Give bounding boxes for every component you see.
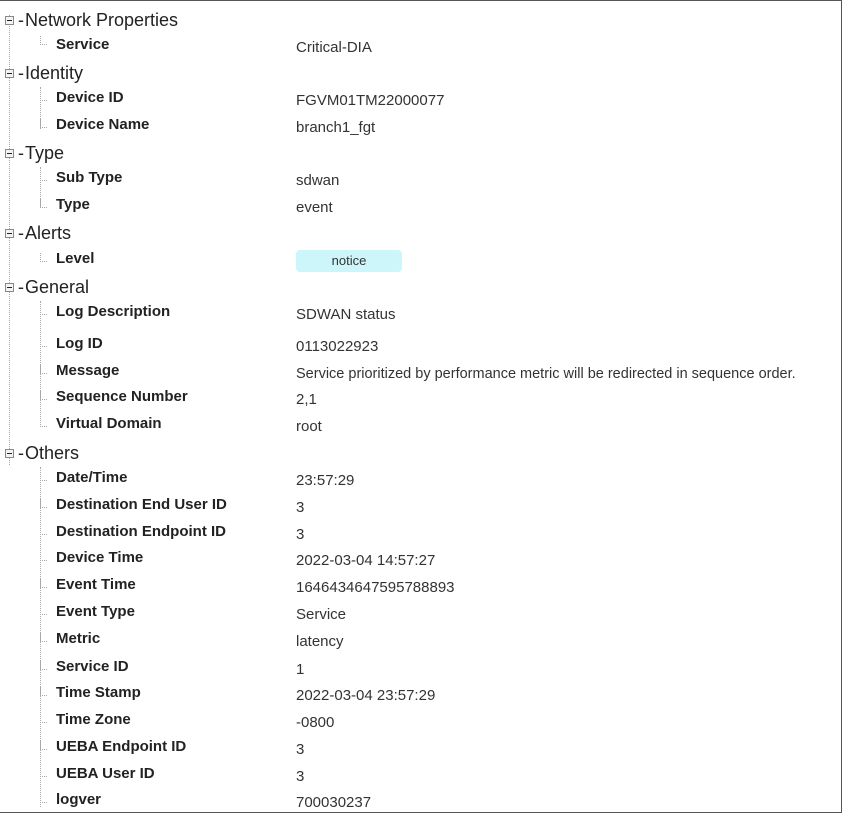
property-key: Event Type — [56, 603, 135, 620]
tree-branch — [40, 253, 47, 262]
property-value: 3 — [296, 526, 305, 543]
property-row — [0, 469, 842, 491]
property-row — [0, 576, 842, 598]
property-key: Log ID — [56, 335, 103, 352]
property-row — [0, 169, 842, 191]
property-key: Sub Type — [56, 169, 123, 186]
property-key: Sequence Number — [56, 388, 188, 405]
property-value: 700030237 — [296, 794, 372, 811]
property-key: Device Time — [56, 549, 144, 566]
property-key: Service ID — [56, 658, 129, 675]
property-row — [0, 362, 842, 384]
tree-branch — [40, 36, 47, 45]
property-value: SDWAN status — [296, 306, 396, 323]
collapse-icon[interactable] — [5, 449, 14, 458]
property-value: 1646434647595788893 — [296, 579, 455, 596]
property-value: FGVM01TM22000077 — [296, 92, 445, 109]
tree-branch — [40, 92, 47, 101]
section-title: - Type — [18, 143, 64, 163]
property-key: Service — [56, 36, 110, 53]
property-value: 3 — [296, 499, 305, 516]
property-key: Destination Endpoint ID — [56, 523, 226, 540]
property-value: event — [296, 199, 333, 216]
tree-branch — [40, 119, 47, 128]
property-row — [0, 658, 842, 680]
property-row — [0, 89, 842, 111]
tree-branch — [40, 172, 47, 181]
property-value: Critical-DIA — [296, 39, 372, 56]
property-key: Message — [56, 362, 120, 379]
property-key: UEBA User ID — [56, 765, 155, 782]
property-key: Log Description — [56, 303, 171, 320]
tree-branch — [40, 338, 47, 347]
property-key: Destination End User ID — [56, 496, 227, 513]
property-key: Type — [56, 196, 90, 213]
section-title: - Network Properties — [18, 10, 178, 30]
tree-branch — [40, 714, 47, 723]
tree-branch — [40, 633, 47, 642]
tree-branch — [40, 768, 47, 777]
tree-branch — [40, 499, 47, 508]
property-row — [0, 549, 842, 571]
property-row — [0, 303, 842, 325]
property-value: 2022-03-04 14:57:27 — [296, 552, 436, 569]
property-value: 2022-03-04 23:57:29 — [296, 687, 436, 704]
property-value: branch1_fgt — [296, 119, 376, 136]
property-row — [0, 496, 842, 518]
property-row — [0, 630, 842, 652]
tree-branch — [40, 365, 47, 374]
property-row — [0, 388, 842, 410]
property-value: 3 — [296, 768, 305, 785]
tree-branch — [40, 741, 47, 750]
property-key: UEBA Endpoint ID — [56, 738, 187, 755]
tree-branch — [40, 306, 47, 315]
property-row — [0, 415, 842, 437]
tree-branch — [40, 606, 47, 615]
property-key: Device Name — [56, 116, 150, 133]
property-value: 0113022923 — [296, 338, 379, 355]
property-row — [0, 36, 842, 58]
section-title: - Identity — [18, 63, 83, 83]
tree-branch — [40, 552, 47, 561]
collapse-icon[interactable] — [5, 283, 14, 292]
tree-branch — [40, 526, 47, 535]
property-row — [0, 335, 842, 357]
tree-branch — [40, 687, 47, 696]
property-row — [0, 765, 842, 787]
tree-branch — [40, 199, 47, 208]
tree-branch — [40, 418, 47, 427]
property-key: Virtual Domain — [56, 415, 162, 432]
section-title: - Alerts — [18, 223, 71, 243]
tree-branch — [40, 794, 47, 803]
section-title: - Others — [18, 443, 79, 463]
property-key: Event Time — [56, 576, 136, 593]
property-value: -0800 — [296, 714, 335, 731]
property-row — [0, 250, 842, 272]
property-key: logver — [56, 791, 102, 808]
property-value: sdwan — [296, 172, 340, 189]
property-row — [0, 523, 842, 545]
property-value: 1 — [296, 661, 305, 678]
property-row — [0, 603, 842, 625]
property-value: root — [296, 418, 322, 435]
collapse-icon[interactable] — [5, 149, 14, 158]
property-row — [0, 711, 842, 733]
collapse-icon[interactable] — [5, 229, 14, 238]
tree-branch — [40, 579, 47, 588]
tree-branch — [40, 661, 47, 670]
property-value: 3 — [296, 741, 305, 758]
property-row — [0, 196, 842, 218]
property-row — [0, 116, 842, 138]
property-value: Service — [296, 606, 347, 623]
section-title: - General — [18, 277, 89, 297]
property-row — [0, 791, 842, 813]
property-row — [0, 738, 842, 760]
tree-branch — [40, 472, 47, 481]
property-value: Service prioritized by performance metric will be redirected in sequence order. — [296, 366, 796, 382]
property-key: Level — [56, 250, 95, 267]
property-row — [0, 684, 842, 706]
collapse-icon[interactable] — [5, 69, 14, 78]
property-value: latency — [296, 633, 344, 650]
property-key: Time Stamp — [56, 684, 141, 701]
property-key: Date/Time — [56, 469, 128, 486]
property-key: Metric — [56, 630, 101, 647]
collapse-icon[interactable] — [5, 16, 14, 25]
property-value: 23:57:29 — [296, 472, 355, 489]
property-value: 2,1 — [296, 391, 317, 408]
property-key: Device ID — [56, 89, 124, 106]
tree-branch — [40, 391, 47, 400]
level-badge: notice — [296, 250, 402, 272]
property-key: Time Zone — [56, 711, 131, 728]
